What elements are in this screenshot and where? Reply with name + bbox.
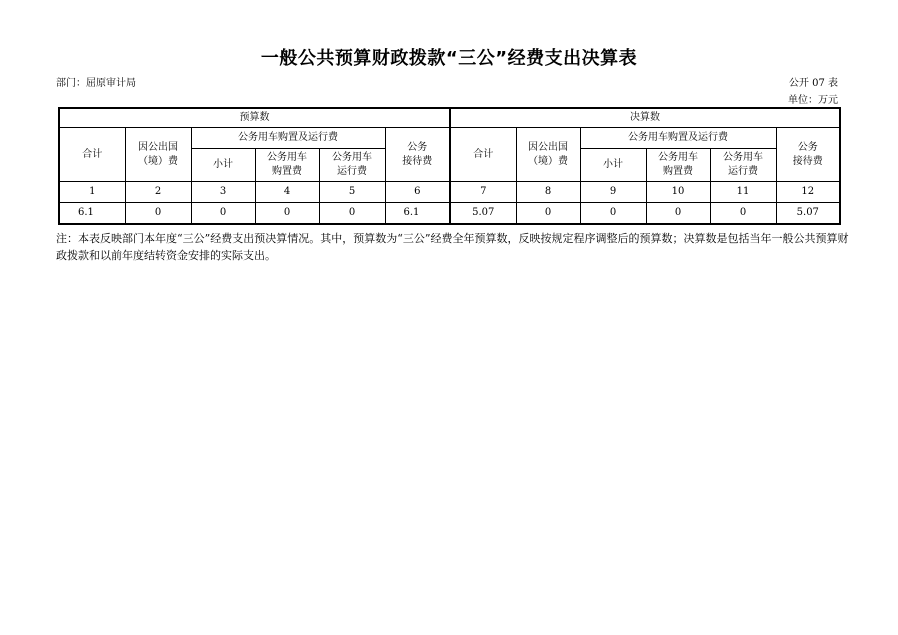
index-cell: 5 bbox=[319, 182, 385, 203]
value-cell: 0 bbox=[580, 203, 646, 225]
final-vehicle-group-header: 公务用车购置及运行费 bbox=[580, 128, 776, 149]
budget-purchase-header-line1: 公务用车 bbox=[267, 152, 307, 163]
index-cell: 4 bbox=[255, 182, 319, 203]
final-abroad-header-line2: （境）费 bbox=[528, 155, 569, 167]
final-purchase-header bbox=[646, 149, 710, 182]
value-cell: 0 bbox=[710, 203, 776, 225]
final-reception-header-line1: 公务 bbox=[797, 141, 818, 153]
budget-subtotal-header: 小计 bbox=[191, 149, 255, 182]
budget-abroad-header-line1: 因公出国 bbox=[138, 141, 178, 153]
three-public-expense-table bbox=[58, 107, 841, 225]
budget-reception-header-line1: 公务 bbox=[407, 141, 428, 153]
index-cell: 6 bbox=[385, 182, 450, 203]
budget-abroad-header bbox=[125, 128, 191, 182]
final-total-header: 合计 bbox=[450, 128, 516, 182]
index-cell: 11 bbox=[710, 182, 776, 203]
table-note: 注：本表反映部门本年度“三公”经费支出预决算情况。其中，预算数为“三公”经费全年预算数，反映按规定程序调整后的预算数；决算数是包括当年一般公共预算财政拨款和以前年度结转资金安排的实际支出。 bbox=[56, 232, 849, 262]
budget-total-header: 合计 bbox=[59, 128, 125, 182]
value-cell: 5.07 bbox=[450, 203, 516, 225]
final-purchase-header-line2: 购置费 bbox=[663, 166, 694, 177]
form-number: 公开 07 表 bbox=[788, 78, 838, 89]
value-cell: 0 bbox=[516, 203, 580, 225]
index-cell: 2 bbox=[125, 182, 191, 203]
final-running-header-line2: 运行费 bbox=[728, 166, 759, 177]
final-abroad-header bbox=[516, 128, 580, 182]
final-group-header: 决算数 bbox=[450, 108, 840, 128]
final-running-header bbox=[710, 149, 776, 182]
budget-running-header-line1: 公务用车 bbox=[332, 152, 372, 163]
index-cell: 3 bbox=[191, 182, 255, 203]
budget-reception-header bbox=[385, 128, 450, 182]
value-cell: 6.1 bbox=[59, 203, 125, 225]
final-subtotal-header: 小计 bbox=[580, 149, 646, 182]
value-cell: 6.1 bbox=[385, 203, 450, 225]
value-cell: 0 bbox=[319, 203, 385, 225]
final-abroad-header-line1: 因公出国 bbox=[528, 141, 569, 153]
index-cell: 1 bbox=[59, 182, 125, 203]
budget-group-header: 预算数 bbox=[59, 108, 450, 128]
budget-reception-header-line2: 接待费 bbox=[402, 155, 433, 167]
value-cell: 0 bbox=[191, 203, 255, 225]
final-purchase-header-line1: 公务用车 bbox=[658, 152, 699, 163]
index-cell: 9 bbox=[580, 182, 646, 203]
value-cell: 0 bbox=[646, 203, 710, 225]
value-cell: 0 bbox=[255, 203, 319, 225]
final-reception-header bbox=[776, 128, 840, 182]
budget-purchase-header bbox=[255, 149, 319, 182]
final-reception-header-line2: 接待费 bbox=[792, 155, 823, 167]
value-cell: 5.07 bbox=[776, 203, 840, 225]
page-title: 一般公共预算财政拨款“三公”经费支出决算表 bbox=[260, 48, 638, 69]
index-cell: 8 bbox=[516, 182, 580, 203]
final-running-header-line1: 公务用车 bbox=[723, 152, 764, 163]
unit-label: 单位：万元 bbox=[788, 95, 838, 106]
budget-abroad-header-line2: （境）费 bbox=[138, 155, 178, 167]
index-cell: 12 bbox=[776, 182, 840, 203]
index-row bbox=[59, 182, 840, 203]
index-cell: 7 bbox=[450, 182, 516, 203]
value-cell: 0 bbox=[125, 203, 191, 225]
budget-running-header bbox=[319, 149, 385, 182]
budget-vehicle-group-header: 公务用车购置及运行费 bbox=[191, 128, 385, 149]
index-cell: 10 bbox=[646, 182, 710, 203]
department-label: 部门：屈原审计局 bbox=[56, 78, 136, 89]
budget-running-header-line2: 运行费 bbox=[337, 166, 367, 177]
value-row bbox=[59, 203, 840, 225]
budget-purchase-header-line2: 购置费 bbox=[272, 166, 302, 177]
